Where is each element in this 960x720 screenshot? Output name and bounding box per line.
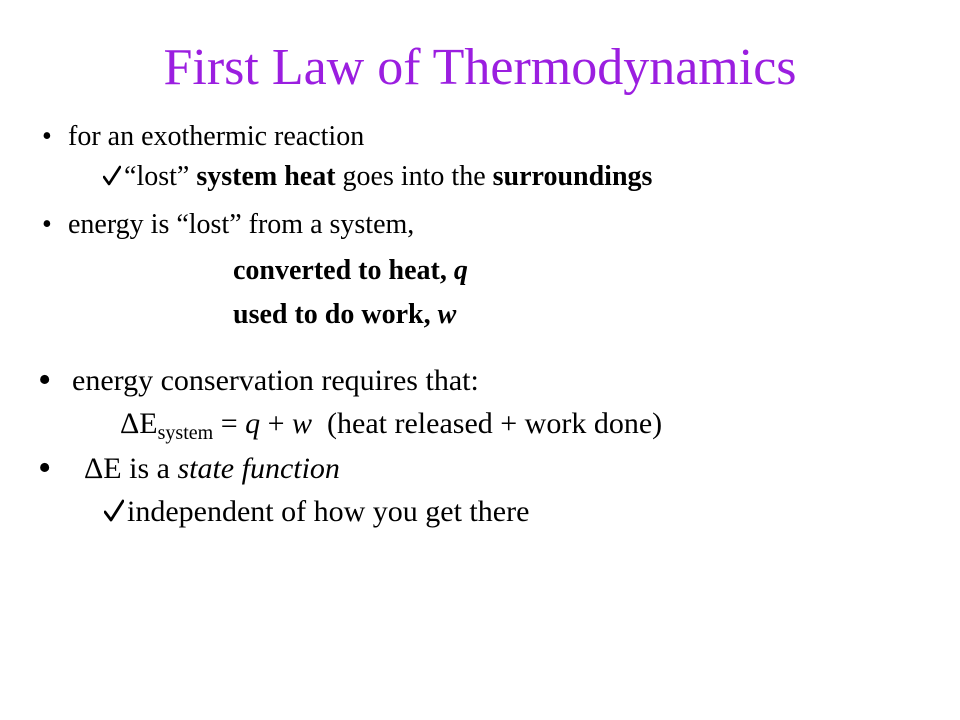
bullet-state-function: • ΔE is a state function <box>38 447 340 489</box>
bullet-dot-icon: • <box>38 359 52 401</box>
bullet-exothermic <box>42 120 364 154</box>
checkmark-icon <box>104 494 124 530</box>
checkmark-icon <box>103 160 121 194</box>
energy-equation: $\Delta E_{system} = q + w$ (heat released + work done) <box>120 407 663 444</box>
state-function-text: state function <box>177 452 340 485</box>
sub-bullet-independent <box>104 494 529 530</box>
bullet-energy-lost-text: energy is “lost” from a system, <box>68 209 415 240</box>
delta-e-symbol: ΔE <box>84 452 122 485</box>
independent-text: independent of how you get there <box>127 495 530 528</box>
used-to-do-work-line: used to do work, w <box>233 299 457 330</box>
equation-note: (heat released + work done) <box>327 407 663 440</box>
bullet-dot-icon: • <box>38 447 52 489</box>
delta-e-symbol: ΔE <box>120 407 158 440</box>
bullet-energy-conservation-text: energy conservation requires that: <box>72 364 479 397</box>
converted-to-heat-line: converted to heat, q <box>233 255 468 286</box>
bullet-dot-icon: • <box>42 121 52 152</box>
system-heat-text: system heat <box>196 161 336 192</box>
bullet-energy-lost <box>42 208 414 242</box>
bullet-exothermic-text: for an exothermic reaction <box>68 121 365 152</box>
slide-title: First Law of Thermodynamics <box>163 39 797 96</box>
bullet-dot-icon: • <box>42 209 52 240</box>
surroundings-text: surroundings <box>492 161 653 192</box>
sub-bullet-lost-heat: “lost” system heat goes into the surroundings <box>103 160 652 194</box>
bullet-energy-conservation <box>38 359 479 401</box>
system-subscript: system <box>157 422 214 444</box>
